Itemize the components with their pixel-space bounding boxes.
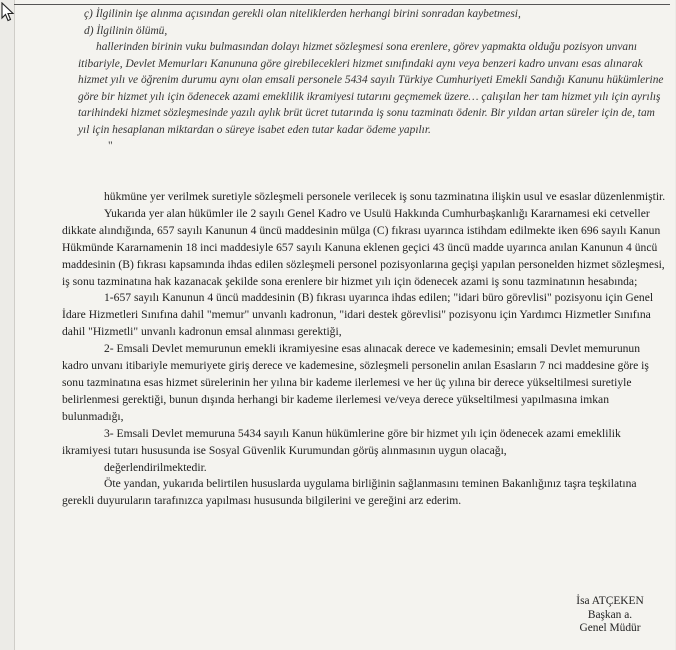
mouse-pointer-icon	[1, 2, 15, 22]
quote-item-c: ç) İlgilinin işe alınma açısından gerekli olan niteliklerden herhangi birini sonradan kaybetmesi,	[84, 8, 521, 20]
body-paragraph-4: 2- Emsali Devlet memurunun emekli ikramiyesine esas alınacak derece ve kademesinin; emsali Devlet memurunun kadro unvanı itibariyle memuriyete giriş derece ve kademesine, sözleşmeli personelin anılan Esasların 7 nci maddesine göre iş sonu tazminatına esas hizmet sürelerinin her yılına bir kademe ilerlemesi ve her üç yılına bir derece yükseltilmesi suretiyle belirlenmesi gerektiği, bunun dışında herhangi bir kademe ilerlemesi ve/veya derece yükseltilmesi yapılmasına imkan bulunmadığı,	[62, 342, 649, 423]
top-divider	[14, 4, 670, 5]
body-paragraph-6: değerlendirilmektedir.	[104, 460, 207, 474]
quote-closing-mark: "	[108, 140, 113, 152]
body-paragraph-1: hükmüne yer verilmek suretiyle sözleşmeli personele verilecek iş sonu tazminatına ilişkin usul ve esaslar düzenlenmiştir.	[104, 190, 666, 203]
body-paragraph-7: Öte yandan, yukarıda belirtilen hususlarda uygulama birliğinin sağlanmasını teminen Bakanlığınız taşra teşkilatına gerekli duyuruların tarafınızca yapılması hususunda bilgilerini ve gereğini arz ederim.	[62, 477, 637, 508]
quoted-regulation-text	[78, 6, 664, 155]
body-paragraph-2: Yukarıda yer alan hükümler ile 2 sayılı Genel Kadro ve Usulü Hakkında Cumhurbaşkanlığı Kararnamesi eki cetveller dikkate alındığında, 657 sayılı Kanunun 4 üncü maddesinin mülga (C) fıkrası uyarınca istihdam edilmekte iken 696 sayılı Kanun Hükmünde Kararnamenin 18 inci maddesiyle 657 sayılı Kanuna eklenen geçici 43 üncü madde uyarınca anılan Kanunun 4 üncü maddesinin (B) fıkrası kapsamında ihdas edilen sözleşmeli personel pozisyonlarına geçişi yapılan personelden hizmet sözleşmesi, iş sonu tazminatına hak kazanacak şekilde sona erenlere bir hizmet yılı için ödenecek azami iş sonu tazminatının hesabında;	[62, 206, 665, 288]
quote-item-d: d) İlgilinin ölümü,	[84, 24, 168, 37]
signatory-position: Genel Müdür	[579, 622, 641, 635]
signatory-name: İsa ATÇEKEN	[576, 595, 644, 607]
signature-block	[560, 595, 660, 636]
quote-paragraph: hallerinden birinin vuku bulmasından dolayı hizmet sözleşmesi sona erenlere, görev yapmakta olduğu pozisyon unvanı itibariyle, Devlet Memurları Kanununa göre girebilecekleri hizmet sınıfındaki aynı veya benzeri kadro unvanı esas alınarak hizmet yılı ve öğrenim durumu aynı olan emsali personele 5434 sayılı Türkiye Cumhuriyeti Emekli Sandığı Kanunu hükümlerine göre bir hizmet yılı için ödenecek azami emeklilik ikramiyesi tutarını geçmemek üzere… çalışılan her tam hizmet yılı için ayrılış tarihindeki hizmet sözleşmesinde yazılı aylık brüt ücret tutarında iş sonu tazminatı ödenir. Bir yıldan artan süreler için de, tam yıl için hesaplanan miktardan o süreye isabet eden tutar kadar ödeme yapılır.	[78, 41, 664, 136]
letter-body	[62, 189, 666, 510]
body-paragraph-3: 1-657 sayılı Kanunun 4 üncü maddesinin (B) fıkrası uyarınca ihdas edilen; "idari büro görevlisi" pozisyonu için Genel İdare Hizmetleri Sınıfına dahil "memur" unvanlı kadronun, "idari destek görevlisi" pozisyonu için Yardımcı Hizmetler Sınıfına dahil "Hizmetli" unvanlı kadronun emsal alınması gerektiği,	[62, 291, 654, 339]
body-paragraph-5: 3- Emsali Devlet memuruna 5434 sayılı Kanun hükümlerine göre bir hizmet yılı için ödenecek azami emeklilik ikramiyesi tutarı hususunda ise Sosyal Güvenlik Kurumundan görüş alınmasının uygun olacağı,	[62, 426, 621, 457]
signatory-title: Başkan a.	[587, 608, 633, 621]
